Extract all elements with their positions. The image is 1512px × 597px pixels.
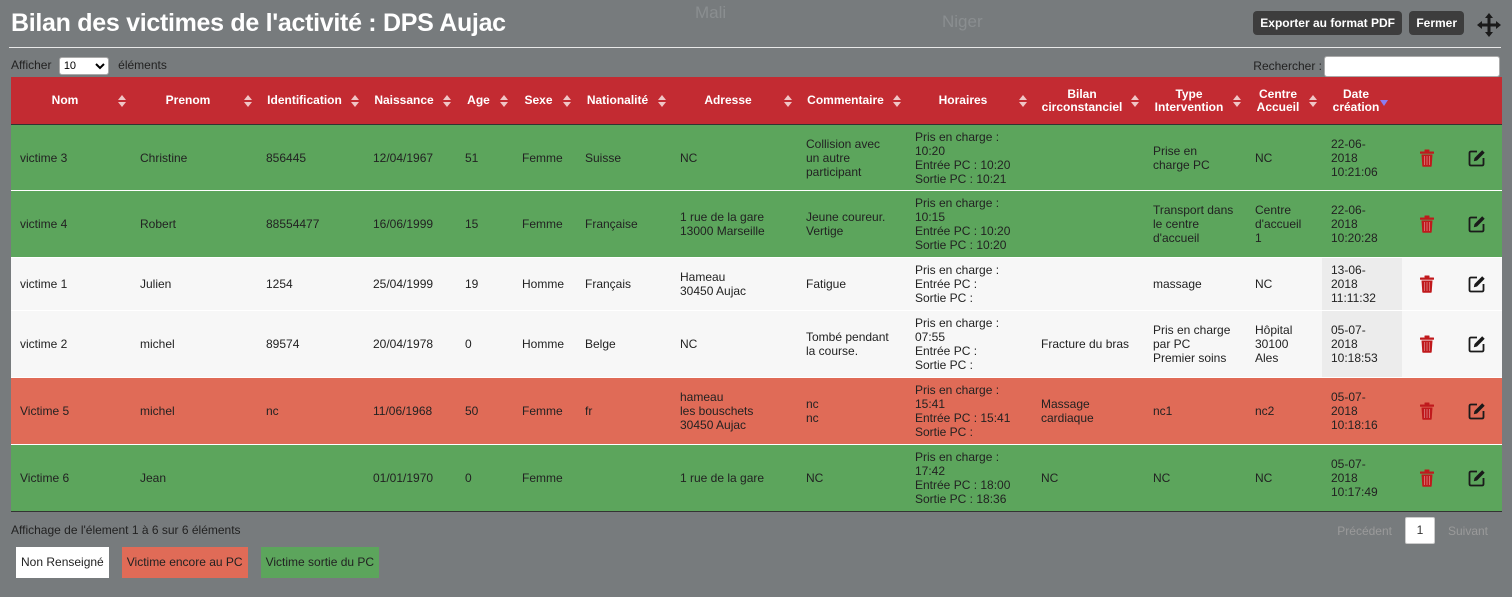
delete-cell — [1402, 191, 1452, 258]
table-row[interactable] — [11, 191, 1502, 258]
cell-nom: victime 3 — [11, 125, 131, 191]
move-icon[interactable] — [1476, 12, 1502, 38]
cell-nationalite: Belge — [576, 311, 671, 378]
col-header-nom[interactable]: Nom — [11, 77, 131, 125]
cell-bilan: NC — [1032, 445, 1144, 512]
trash-icon[interactable] — [1419, 149, 1435, 167]
cell-type-intervention: NC — [1144, 445, 1246, 512]
table-row[interactable] — [11, 258, 1502, 311]
sort-icon — [563, 95, 570, 107]
edit-icon[interactable] — [1468, 335, 1486, 353]
edit-icon[interactable] — [1468, 215, 1486, 233]
sort-icon — [500, 95, 507, 107]
sort-icon — [443, 95, 450, 107]
cell-horaires: Pris en charge : Entrée PC : Sortie PC : — [906, 258, 1032, 311]
page-length-select[interactable] — [59, 57, 109, 75]
cell-sexe: Femme — [513, 378, 576, 445]
cell-bilan — [1032, 258, 1144, 311]
cell-naissance: 16/06/1999 — [364, 191, 456, 258]
cell-naissance: 20/04/1978 — [364, 311, 456, 378]
edit-icon[interactable] — [1468, 149, 1486, 167]
cell-sexe: Femme — [513, 191, 576, 258]
search-input[interactable] — [1324, 56, 1500, 77]
table-row[interactable] — [11, 125, 1502, 191]
page-length-control — [11, 57, 167, 75]
table-header-row — [11, 77, 1502, 125]
trash-icon[interactable] — [1419, 275, 1435, 293]
cell-adresse: hameau les bouschets 30450 Aujac — [671, 378, 797, 445]
cell-bilan: Massage cardiaque — [1032, 378, 1144, 445]
cell-age: 51 — [456, 125, 513, 191]
cell-centre-accueil: nc2 — [1246, 378, 1322, 445]
cell-age: 19 — [456, 258, 513, 311]
delete-cell — [1402, 125, 1452, 191]
pagination — [1324, 517, 1501, 544]
cell-type-intervention: massage — [1144, 258, 1246, 311]
cell-centre-accueil: Hôpital 30100 Ales — [1246, 311, 1322, 378]
cell-horaires: Pris en charge : 15:41 Entrée PC : 15:41 Sortie PC : — [906, 378, 1032, 445]
page-1-button[interactable]: 1 — [1405, 517, 1435, 544]
edit-icon[interactable] — [1468, 275, 1486, 293]
cell-prenom: Julien — [131, 258, 257, 311]
cell-nom: victime 1 — [11, 258, 131, 311]
cell-adresse: NC — [671, 311, 797, 378]
next-page-button[interactable]: Suivant — [1447, 523, 1488, 538]
cell-horaires: Pris en charge : 17:42 Entrée PC : 18:00 Sortie PC : 18:36 — [906, 445, 1032, 512]
edit-cell — [1452, 125, 1502, 191]
sort-icon — [658, 95, 665, 107]
col-header-identification[interactable]: Identification — [257, 77, 364, 125]
cell-prenom: Christine — [131, 125, 257, 191]
edit-cell — [1452, 445, 1502, 512]
edit-cell — [1452, 258, 1502, 311]
cell-identification: 88554477 — [257, 191, 364, 258]
sort-icon — [1131, 95, 1138, 107]
edit-cell — [1452, 311, 1502, 378]
col-header-edit — [1452, 77, 1502, 125]
trash-icon[interactable] — [1419, 469, 1435, 487]
status-legend — [16, 547, 379, 578]
cell-sexe: Homme — [513, 311, 576, 378]
show-prefix: Afficher — [11, 58, 52, 73]
cell-age: 50 — [456, 378, 513, 445]
cell-adresse: 1 rue de la gare — [671, 445, 797, 512]
cell-type-intervention: nc1 — [1144, 378, 1246, 445]
trash-icon[interactable] — [1419, 335, 1435, 353]
cell-date-creation: 05-07- 2018 10:17:49 — [1322, 445, 1402, 512]
table-row[interactable] — [11, 445, 1502, 512]
trash-icon[interactable] — [1419, 402, 1435, 420]
cell-bilan — [1032, 191, 1144, 258]
cell-centre-accueil: NC — [1246, 258, 1322, 311]
map-label-mali: Mali — [695, 3, 727, 22]
cell-nom: victime 4 — [11, 191, 131, 258]
cell-commentaire: Jeune coureur. Vertige — [797, 191, 906, 258]
cell-prenom: michel — [131, 378, 257, 445]
col-header-type-intervention[interactable]: Type Intervention — [1144, 77, 1246, 125]
cell-nom: Victime 5 — [11, 378, 131, 445]
cell-type-intervention: Pris en charge par PC Premier soins — [1144, 311, 1246, 378]
cell-date-creation: 13-06- 2018 11:11:32 — [1322, 258, 1402, 311]
col-header-naissance[interactable]: Naissance — [364, 77, 456, 125]
col-header-horaires[interactable]: Horaires — [906, 77, 1032, 125]
cell-type-intervention: Transport dans le centre d'accueil — [1144, 191, 1246, 258]
cell-sexe: Femme — [513, 445, 576, 512]
col-header-sexe[interactable]: Sexe — [513, 77, 576, 125]
page-title: Bilan des victimes de l'activité : DPS Aujac — [11, 9, 506, 37]
cell-naissance: 01/01/1970 — [364, 445, 456, 512]
cell-sexe: Homme — [513, 258, 576, 311]
col-header-age[interactable]: Age — [456, 77, 513, 125]
cell-centre-accueil: NC — [1246, 125, 1322, 191]
cell-centre-accueil: Centre d'accueil 1 — [1246, 191, 1322, 258]
previous-page-button[interactable]: Précédent — [1337, 523, 1392, 538]
sort-icon — [784, 95, 791, 107]
map-label-niger: Niger — [942, 12, 983, 31]
col-header-bilan[interactable]: Bilan circonstanciel — [1032, 77, 1144, 125]
cell-prenom: michel — [131, 311, 257, 378]
cell-identification: 856445 — [257, 125, 364, 191]
cell-commentaire: Tombé pendant la course. — [797, 311, 906, 378]
cell-naissance: 11/06/1968 — [364, 378, 456, 445]
legend-still-at-pc: Victime encore au PC — [122, 547, 248, 578]
cell-identification: 89574 — [257, 311, 364, 378]
cell-date-creation: 22-06- 2018 10:20:28 — [1322, 191, 1402, 258]
cell-identification: 1254 — [257, 258, 364, 311]
cell-nationalite: Suisse — [576, 125, 671, 191]
cell-adresse: NC — [671, 125, 797, 191]
cell-identification — [257, 445, 364, 512]
delete-cell — [1402, 445, 1452, 512]
edit-icon[interactable] — [1468, 469, 1486, 487]
edit-cell — [1452, 191, 1502, 258]
cell-age: 0 — [456, 445, 513, 512]
cell-nationalite — [576, 445, 671, 512]
col-header-nationalite[interactable]: Nationalité — [576, 77, 671, 125]
cell-nom: Victime 6 — [11, 445, 131, 512]
cell-naissance: 25/04/1999 — [364, 258, 456, 311]
cell-centre-accueil: NC — [1246, 445, 1322, 512]
delete-cell — [1402, 258, 1452, 311]
cell-sexe: Femme — [513, 125, 576, 191]
cell-prenom: Robert — [131, 191, 257, 258]
cell-adresse: 1 rue de la gare 13000 Marseille — [671, 191, 797, 258]
sort-icon — [118, 95, 125, 107]
edit-icon[interactable] — [1468, 402, 1486, 420]
cell-commentaire: NC — [797, 445, 906, 512]
cell-adresse: Hameau 30450 Aujac — [671, 258, 797, 311]
cell-nationalite: Français — [576, 258, 671, 311]
trash-icon[interactable] — [1419, 215, 1435, 233]
col-header-delete — [1402, 77, 1452, 125]
cell-horaires: Pris en charge : 07:55 Entrée PC : Sortie PC : — [906, 311, 1032, 378]
sort-icon — [1309, 95, 1316, 107]
sort-icon — [1019, 95, 1026, 107]
close-button[interactable]: Fermer — [1409, 11, 1464, 35]
col-header-date-creation[interactable]: Date création — [1322, 77, 1402, 125]
cell-date-creation: 05-07- 2018 10:18:16 — [1322, 378, 1402, 445]
victims-table — [11, 77, 1502, 512]
table-row[interactable] — [11, 311, 1502, 378]
cell-identification: nc — [257, 378, 364, 445]
cell-date-creation: 05-07- 2018 10:18:53 — [1322, 311, 1402, 378]
col-header-commentaire[interactable]: Commentaire — [797, 77, 906, 125]
cell-age: 15 — [456, 191, 513, 258]
header-divider — [9, 47, 1501, 48]
cell-age: 0 — [456, 311, 513, 378]
cell-commentaire: Collision avec un autre participant — [797, 125, 906, 191]
table-row[interactable] — [11, 378, 1502, 445]
cell-bilan — [1032, 125, 1144, 191]
sort-icon — [893, 95, 900, 107]
export-pdf-button[interactable]: Exporter au format PDF — [1253, 11, 1402, 35]
cell-type-intervention: Prise en charge PC — [1144, 125, 1246, 191]
col-header-centre-accueil[interactable]: Centre Accueil — [1246, 77, 1322, 125]
cell-commentaire: Fatigue — [797, 258, 906, 311]
edit-cell — [1452, 378, 1502, 445]
sort-icon — [351, 95, 358, 107]
table-info: Affichage de l'élement 1 à 6 sur 6 éléments — [11, 523, 241, 537]
legend-left-pc: Victime sortie du PC — [261, 547, 380, 578]
delete-cell — [1402, 311, 1452, 378]
cell-prenom: Jean — [131, 445, 257, 512]
search-label: Rechercher : — [1253, 59, 1322, 73]
sort-desc-icon — [1380, 100, 1388, 106]
sort-icon — [1233, 95, 1240, 107]
cell-horaires: Pris en charge : 10:20 Entrée PC : 10:20 Sortie PC : 10:21 — [906, 125, 1032, 191]
cell-commentaire: nc nc — [797, 378, 906, 445]
cell-nationalite: Française — [576, 191, 671, 258]
col-header-adresse[interactable]: Adresse — [671, 77, 797, 125]
sort-icon — [244, 95, 251, 107]
cell-horaires: Pris en charge : 10:15 Entrée PC : 10:20 Sortie PC : 10:20 — [906, 191, 1032, 258]
cell-nationalite: fr — [576, 378, 671, 445]
col-header-prenom[interactable]: Prenom — [131, 77, 257, 125]
delete-cell — [1402, 378, 1452, 445]
cell-bilan: Fracture du bras — [1032, 311, 1144, 378]
legend-not-filled: Non Renseigné — [16, 547, 109, 578]
cell-nom: victime 2 — [11, 311, 131, 378]
cell-naissance: 12/04/1967 — [364, 125, 456, 191]
show-suffix: éléments — [118, 58, 167, 73]
cell-date-creation: 22-06- 2018 10:21:06 — [1322, 125, 1402, 191]
